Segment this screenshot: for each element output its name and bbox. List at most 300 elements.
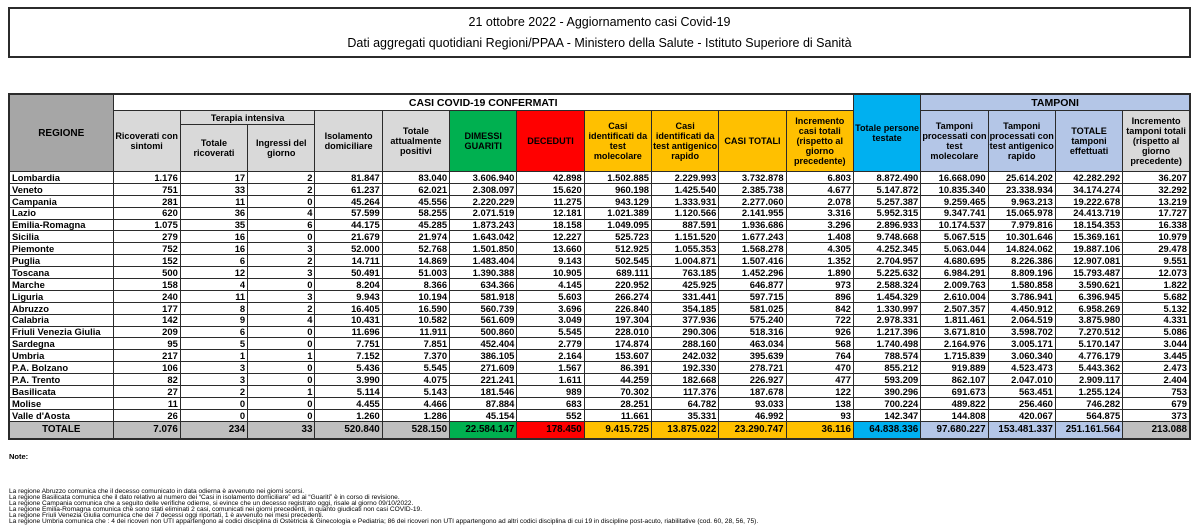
table-body [9, 172, 1190, 422]
value-cell: 331.441 [652, 290, 719, 302]
region-name-cell: Piemonte [9, 243, 113, 255]
value-cell: 390.296 [853, 386, 920, 398]
value-cell: 4.455 [315, 397, 382, 409]
value-cell: 5.086 [1123, 326, 1190, 338]
table-row [9, 338, 1190, 350]
value-cell: 8.872.490 [853, 172, 920, 184]
value-cell: 560.739 [450, 302, 517, 314]
value-cell: 2.308.097 [450, 183, 517, 195]
value-cell: 2.220.229 [450, 195, 517, 207]
value-cell: 2.164 [517, 350, 584, 362]
value-cell: 24.413.719 [1055, 207, 1122, 219]
value-cell: 0 [180, 397, 247, 409]
value-cell: 18.158 [517, 219, 584, 231]
value-cell: 8.809.196 [988, 267, 1055, 279]
header-terapia-intensiva: Terapia intensiva [180, 111, 315, 125]
value-cell: 26 [113, 409, 180, 421]
totale-value-cell: 213.088 [1123, 421, 1190, 439]
value-cell: 2.164.976 [921, 338, 988, 350]
value-cell: 226.927 [719, 374, 786, 386]
value-cell: 1.352 [786, 255, 853, 267]
value-cell: 7.270.512 [1055, 326, 1122, 338]
value-cell: 278.721 [719, 362, 786, 374]
value-cell: 3.590.621 [1055, 279, 1122, 291]
value-cell: 943.129 [584, 195, 651, 207]
value-cell: 842 [786, 302, 853, 314]
value-cell: 3.990 [315, 374, 382, 386]
value-cell: 42.282.292 [1055, 172, 1122, 184]
totale-value-cell: 234 [180, 421, 247, 439]
value-cell: 8.366 [382, 279, 449, 291]
value-cell: 2.071.519 [450, 207, 517, 219]
value-cell: 45.556 [382, 195, 449, 207]
region-name-cell: P.A. Trento [9, 374, 113, 386]
value-cell: 32.292 [1123, 183, 1190, 195]
region-name-cell: Lazio [9, 207, 113, 219]
value-cell: 8.226.386 [988, 255, 1055, 267]
value-cell: 926 [786, 326, 853, 338]
value-cell: 1.822 [1123, 279, 1190, 291]
value-cell: 752 [113, 243, 180, 255]
value-cell: 0 [248, 362, 315, 374]
value-cell: 81.847 [315, 172, 382, 184]
value-cell: 1.715.839 [921, 350, 988, 362]
value-cell: 1.330.997 [853, 302, 920, 314]
value-cell: 5.143 [382, 386, 449, 398]
value-cell: 4 [180, 279, 247, 291]
value-cell: 153.607 [584, 350, 651, 362]
value-cell: 11 [180, 195, 247, 207]
value-cell: 919.889 [921, 362, 988, 374]
value-cell: 93.033 [719, 397, 786, 409]
value-cell: 2.229.993 [652, 172, 719, 184]
value-cell: 896 [786, 290, 853, 302]
table-row [9, 397, 1190, 409]
value-cell: 2.588.324 [853, 279, 920, 291]
value-cell: 0 [248, 195, 315, 207]
title-box [8, 7, 1191, 58]
value-cell: 0 [248, 231, 315, 243]
value-cell: 0 [248, 374, 315, 386]
table-row [9, 219, 1190, 231]
value-cell: 5.545 [517, 326, 584, 338]
value-cell: 152 [113, 255, 180, 267]
value-cell: 4.331 [1123, 314, 1190, 326]
value-cell: 220.952 [584, 279, 651, 291]
value-cell: 4 [248, 207, 315, 219]
value-cell: 9.143 [517, 255, 584, 267]
value-cell: 10.979 [1123, 231, 1190, 243]
header-group-casi-confermati: CASI COVID-19 CONFERMATI [113, 94, 853, 111]
value-cell: 2.385.738 [719, 183, 786, 195]
totale-value-cell: 23.290.747 [719, 421, 786, 439]
value-cell: 95 [113, 338, 180, 350]
table-row [9, 326, 1190, 338]
table-row [9, 374, 1190, 386]
note-line: La regione Umbria comunica che : 4 dei ricoveri non UTI appartengono ai codici disciplina di Ostetricia & Ginecologia e Pediatria; 86 dei ricoveri non UTI appartengono ad altri codici disciplina di cui 19 in discipline post-acuto, riabilitative (cod. 60, 28, 56, 75). [9, 517, 759, 525]
value-cell: 2 [248, 255, 315, 267]
value-cell: 568 [786, 338, 853, 350]
value-cell: 181.546 [450, 386, 517, 398]
value-cell: 2.277.060 [719, 195, 786, 207]
value-cell: 15.065.978 [988, 207, 1055, 219]
value-cell: 10.905 [517, 267, 584, 279]
value-cell: 0 [248, 397, 315, 409]
value-cell: 1.568.278 [719, 243, 786, 255]
value-cell: 6.958.269 [1055, 302, 1122, 314]
value-cell: 5.436 [315, 362, 382, 374]
value-cell: 12.907.081 [1055, 255, 1122, 267]
value-cell: 51.003 [382, 267, 449, 279]
value-cell: 7.370 [382, 350, 449, 362]
header-isolamento-domiciliare: Isolamento domiciliare [315, 111, 382, 172]
value-cell: 1.049.095 [584, 219, 651, 231]
region-name-cell: Basilicata [9, 386, 113, 398]
value-cell: 4.450.912 [988, 302, 1055, 314]
value-cell: 763.185 [652, 267, 719, 279]
value-cell: 679 [1123, 397, 1190, 409]
value-cell: 5.225.632 [853, 267, 920, 279]
value-cell: 3 [248, 290, 315, 302]
header-incremento-tamponi: Incremento tamponi totali (rispetto al giorno precedente) [1123, 111, 1190, 172]
value-cell: 1.501.850 [450, 243, 517, 255]
value-cell: 0 [248, 409, 315, 421]
header-casi-test-antigenico: Casi identificati da test antigenico rapido [652, 111, 719, 172]
value-cell: 518.316 [719, 326, 786, 338]
value-cell: 281 [113, 195, 180, 207]
value-cell: 6.396.945 [1055, 290, 1122, 302]
value-cell: 17.727 [1123, 207, 1190, 219]
value-cell: 8.204 [315, 279, 382, 291]
header-casi-totali: CASI TOTALI [719, 111, 786, 172]
value-cell: 64.782 [652, 397, 719, 409]
value-cell: 87.884 [450, 397, 517, 409]
totale-value-cell: 22.584.147 [450, 421, 517, 439]
value-cell: 2 [180, 386, 247, 398]
value-cell: 1.217.396 [853, 326, 920, 338]
value-cell: 575.240 [719, 314, 786, 326]
value-cell: 12.227 [517, 231, 584, 243]
region-name-cell: Umbria [9, 350, 113, 362]
value-cell: 3.049 [517, 314, 584, 326]
value-cell: 174.874 [584, 338, 651, 350]
header-totale-ricoverati: Totale ricoverati [180, 125, 247, 172]
value-cell: 1.740.498 [853, 338, 920, 350]
covid-data-table [8, 93, 1191, 440]
value-cell: 386.105 [450, 350, 517, 362]
value-cell: 21.679 [315, 231, 382, 243]
value-cell: 6 [180, 255, 247, 267]
value-cell: 10.174.537 [921, 219, 988, 231]
totale-value-cell: 9.415.725 [584, 421, 651, 439]
table-row [9, 290, 1190, 302]
value-cell: 5.545 [382, 362, 449, 374]
value-cell: 29.478 [1123, 243, 1190, 255]
table-footer [9, 421, 1190, 439]
value-cell: 3 [248, 267, 315, 279]
report-subtitle: Dati aggregati quotidiani Regioni/PPAA - Ministero della Salute - Istituto Superiore di Sanità [347, 35, 852, 50]
value-cell: 10.194 [382, 290, 449, 302]
value-cell: 5.147.872 [853, 183, 920, 195]
value-cell: 226.840 [584, 302, 651, 314]
value-cell: 683 [517, 397, 584, 409]
value-cell: 93 [786, 409, 853, 421]
value-cell: 855.212 [853, 362, 920, 374]
value-cell: 581.025 [719, 302, 786, 314]
value-cell: 18.154.353 [1055, 219, 1122, 231]
value-cell: 177 [113, 302, 180, 314]
value-cell: 50.491 [315, 267, 382, 279]
value-cell: 2.047.010 [988, 374, 1055, 386]
value-cell: 1.483.404 [450, 255, 517, 267]
value-cell: 4.677 [786, 183, 853, 195]
value-cell: 52.000 [315, 243, 382, 255]
table-row [9, 350, 1190, 362]
value-cell: 13.219 [1123, 195, 1190, 207]
value-cell: 0 [248, 326, 315, 338]
value-cell: 52.768 [382, 243, 449, 255]
value-cell: 1.567 [517, 362, 584, 374]
value-cell: 2.704.957 [853, 255, 920, 267]
value-cell: 1.452.296 [719, 267, 786, 279]
value-cell: 15.369.161 [1055, 231, 1122, 243]
value-cell: 1.873.243 [450, 219, 517, 231]
value-cell: 2.978.331 [853, 314, 920, 326]
value-cell: 2.909.117 [1055, 374, 1122, 386]
value-cell: 4.145 [517, 279, 584, 291]
value-cell: 646.877 [719, 279, 786, 291]
region-name-cell: Friuli Venezia Giulia [9, 326, 113, 338]
header-tamponi-molecolare: Tamponi processati con test molecolare [921, 111, 988, 172]
value-cell: 142.347 [853, 409, 920, 421]
totale-value-cell: 97.680.227 [921, 421, 988, 439]
header-regione: REGIONE [9, 94, 113, 172]
value-cell: 502.545 [584, 255, 651, 267]
value-cell: 973 [786, 279, 853, 291]
value-cell: 1.075 [113, 219, 180, 231]
value-cell: 14.711 [315, 255, 382, 267]
value-cell: 989 [517, 386, 584, 398]
value-cell: 5.257.387 [853, 195, 920, 207]
header-totale-tamponi: TOTALE tamponi effettuati [1055, 111, 1122, 172]
value-cell: 7.751 [315, 338, 382, 350]
value-cell: 86.391 [584, 362, 651, 374]
value-cell: 3 [180, 374, 247, 386]
value-cell: 2.779 [517, 338, 584, 350]
value-cell: 4.466 [382, 397, 449, 409]
value-cell: 1.811.461 [921, 314, 988, 326]
value-cell: 21.974 [382, 231, 449, 243]
totale-value-cell: 528.150 [382, 421, 449, 439]
value-cell: 4.252.345 [853, 243, 920, 255]
value-cell: 2.009.763 [921, 279, 988, 291]
value-cell: 11.661 [584, 409, 651, 421]
region-name-cell: Marche [9, 279, 113, 291]
value-cell: 11.275 [517, 195, 584, 207]
value-cell: 3.316 [786, 207, 853, 219]
totale-value-cell: 64.838.336 [853, 421, 920, 439]
totale-value-cell: 13.875.022 [652, 421, 719, 439]
value-cell: 593.209 [853, 374, 920, 386]
totale-value-cell: 251.161.564 [1055, 421, 1122, 439]
value-cell: 192.330 [652, 362, 719, 374]
table-row [9, 279, 1190, 291]
totale-label-cell: TOTALE [9, 421, 113, 439]
value-cell: 3.696 [517, 302, 584, 314]
value-cell: 9.748.668 [853, 231, 920, 243]
value-cell: 142 [113, 314, 180, 326]
value-cell: 17 [180, 172, 247, 184]
value-cell: 1 [248, 386, 315, 398]
value-cell: 14.869 [382, 255, 449, 267]
region-name-cell: Abruzzo [9, 302, 113, 314]
table-row [9, 409, 1190, 421]
table-row [9, 314, 1190, 326]
value-cell: 788.574 [853, 350, 920, 362]
value-cell: 8 [180, 302, 247, 314]
value-cell: 1.260 [315, 409, 382, 421]
value-cell: 395.639 [719, 350, 786, 362]
value-cell: 2.404 [1123, 374, 1190, 386]
value-cell: 1.643.042 [450, 231, 517, 243]
value-cell: 5.067.515 [921, 231, 988, 243]
value-cell: 1.454.329 [853, 290, 920, 302]
region-name-cell: Valle d'Aosta [9, 409, 113, 421]
value-cell: 1.333.931 [652, 195, 719, 207]
value-cell: 16.590 [382, 302, 449, 314]
value-cell: 290.306 [652, 326, 719, 338]
note-line: La regione Abruzzo comunica che il decesso comunicato in data odierna è avvenuto nei giorni scorsi. [9, 488, 305, 495]
value-cell: 1.502.885 [584, 172, 651, 184]
value-cell: 764 [786, 350, 853, 362]
value-cell: 106 [113, 362, 180, 374]
value-cell: 217 [113, 350, 180, 362]
value-cell: 5.132 [1123, 302, 1190, 314]
note-line: La regione Basilicata comunica che il dato relativo al numero dei “Casi in isolamento domiciliare” ed ai “Guariti” è in corso di revisione. [9, 493, 400, 501]
value-cell: 1.408 [786, 231, 853, 243]
value-cell: 266.274 [584, 290, 651, 302]
value-cell: 10.835.340 [921, 183, 988, 195]
value-cell: 1.580.858 [988, 279, 1055, 291]
region-name-cell: Sicilia [9, 231, 113, 243]
value-cell: 581.918 [450, 290, 517, 302]
value-cell: 2.064.519 [988, 314, 1055, 326]
value-cell: 373 [1123, 409, 1190, 421]
value-cell: 209 [113, 326, 180, 338]
value-cell: 11.696 [315, 326, 382, 338]
value-cell: 228.010 [584, 326, 651, 338]
value-cell: 62.021 [382, 183, 449, 195]
value-cell: 16.405 [315, 302, 382, 314]
value-cell: 36.207 [1123, 172, 1190, 184]
value-cell: 1.507.416 [719, 255, 786, 267]
value-cell: 19.222.678 [1055, 195, 1122, 207]
value-cell: 1.055.353 [652, 243, 719, 255]
totale-row [9, 421, 1190, 439]
value-cell: 3.875.980 [1055, 314, 1122, 326]
region-name-cell: Calabria [9, 314, 113, 326]
value-cell: 525.723 [584, 231, 651, 243]
value-cell: 3.044 [1123, 338, 1190, 350]
value-cell: 477 [786, 374, 853, 386]
region-name-cell: Emilia-Romagna [9, 219, 113, 231]
notes-heading: Note: [9, 452, 29, 461]
value-cell: 11 [113, 397, 180, 409]
value-cell: 5.063.044 [921, 243, 988, 255]
value-cell: 19.887.106 [1055, 243, 1122, 255]
value-cell: 36 [180, 207, 247, 219]
value-cell: 3.296 [786, 219, 853, 231]
value-cell: 12.181 [517, 207, 584, 219]
table-row [9, 172, 1190, 184]
value-cell: 82 [113, 374, 180, 386]
value-cell: 34.174.274 [1055, 183, 1122, 195]
value-cell: 13.660 [517, 243, 584, 255]
value-cell: 6 [248, 219, 315, 231]
header-tamponi-antigenico: Tamponi processati con test antigenico rapido [988, 111, 1055, 172]
value-cell: 25.614.202 [988, 172, 1055, 184]
header-deceduti: DECEDUTI [517, 111, 584, 172]
value-cell: 597.715 [719, 290, 786, 302]
value-cell: 4.075 [382, 374, 449, 386]
table-row [9, 195, 1190, 207]
value-cell: 5.682 [1123, 290, 1190, 302]
value-cell: 470 [786, 362, 853, 374]
value-cell: 16.338 [1123, 219, 1190, 231]
region-name-cell: Puglia [9, 255, 113, 267]
value-cell: 35 [180, 219, 247, 231]
value-cell: 1.286 [382, 409, 449, 421]
value-cell: 279 [113, 231, 180, 243]
notes-list [9, 489, 758, 524]
value-cell: 10.431 [315, 314, 382, 326]
value-cell: 9.943 [315, 290, 382, 302]
value-cell: 1.677.243 [719, 231, 786, 243]
value-cell: 2.078 [786, 195, 853, 207]
value-cell: 16 [180, 231, 247, 243]
note-line: La regione Friuli Venezia Giulia comunica che dei 7 decessi oggi riportati, 1 è avvenuto nei mesi precedenti. [9, 511, 324, 519]
totale-value-cell: 7.076 [113, 421, 180, 439]
value-cell: 420.067 [988, 409, 1055, 421]
value-cell: 425.925 [652, 279, 719, 291]
value-cell: 3.732.878 [719, 172, 786, 184]
value-cell: 1.611 [517, 374, 584, 386]
value-cell: 552 [517, 409, 584, 421]
value-cell: 144.808 [921, 409, 988, 421]
value-cell: 5.603 [517, 290, 584, 302]
value-cell: 0 [248, 279, 315, 291]
value-cell: 377.936 [652, 314, 719, 326]
value-cell: 5 [180, 338, 247, 350]
value-cell: 1 [180, 350, 247, 362]
value-cell: 117.376 [652, 386, 719, 398]
header-ricoverati-con-sintomi: Ricoverati con sintomi [113, 111, 180, 172]
value-cell: 187.678 [719, 386, 786, 398]
value-cell: 16.668.090 [921, 172, 988, 184]
value-cell: 44.259 [584, 374, 651, 386]
value-cell: 9.551 [1123, 255, 1190, 267]
value-cell: 1.176 [113, 172, 180, 184]
value-cell: 15.793.487 [1055, 267, 1122, 279]
header-totale-persone-testate: Totale persone testate [853, 94, 920, 172]
value-cell: 14.824.062 [988, 243, 1055, 255]
value-cell: 122 [786, 386, 853, 398]
value-cell: 0 [248, 338, 315, 350]
value-cell: 751 [113, 183, 180, 195]
value-cell: 288.160 [652, 338, 719, 350]
header-group-tamponi: TAMPONI [921, 94, 1190, 111]
value-cell: 7.851 [382, 338, 449, 350]
